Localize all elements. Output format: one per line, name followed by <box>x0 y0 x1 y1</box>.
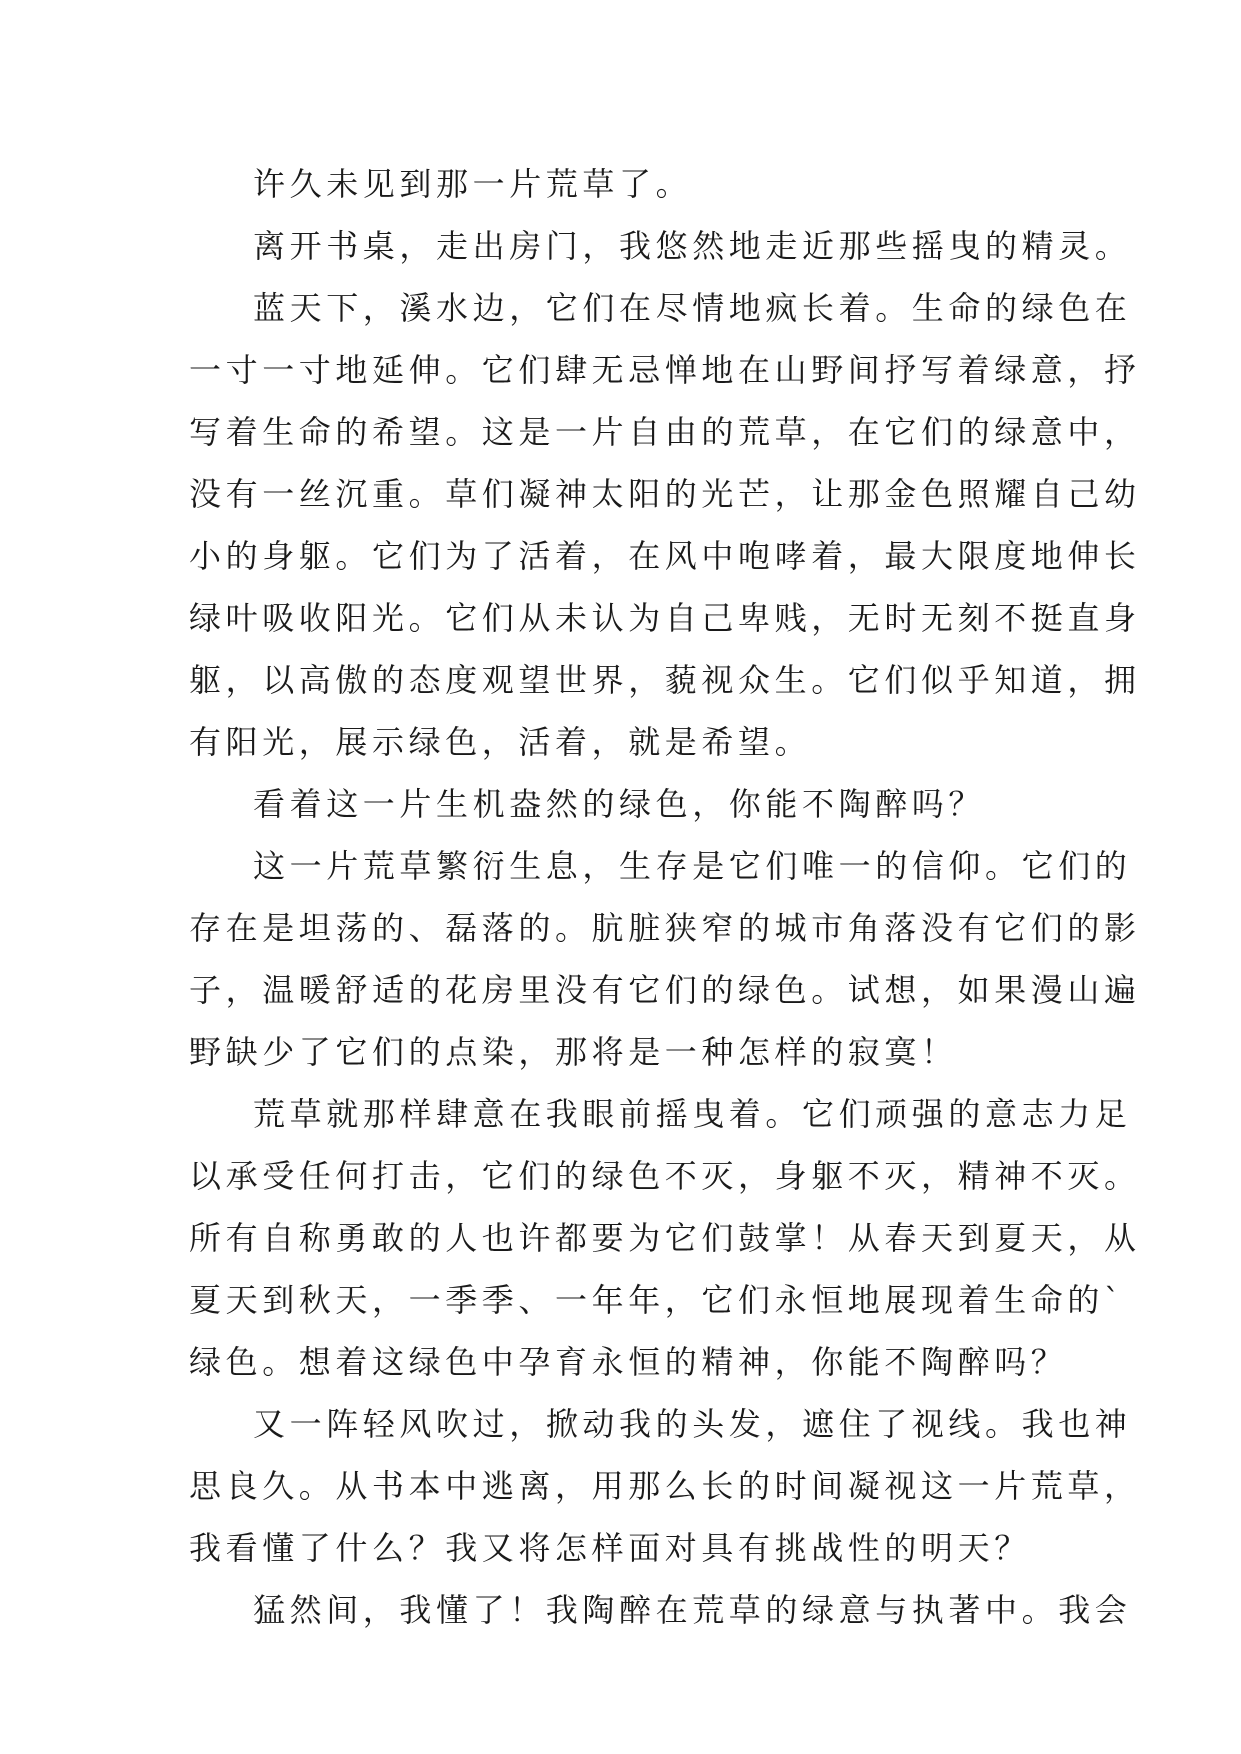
paragraph-line: 许久未见到那一片荒草了。 <box>253 165 693 203</box>
paragraph-line: 绿色。想着这绿色中孕育永恒的精神，你能不陶醉吗？ <box>189 1343 1068 1381</box>
paragraph-line: 我看懂了什么？我又将怎样面对具有挑战性的明天？ <box>189 1529 1031 1567</box>
paragraph-line: 一寸一寸地延伸。它们肆无忌惮地在山野间抒写着绿意，抒 <box>189 351 1141 389</box>
paragraph-line: 离开书桌，走出房门，我悠然地走近那些摇曳的精灵。 <box>253 227 1132 265</box>
paragraph-line: 蓝天下，溪水边，它们在尽情地疯长着。生命的绿色在 <box>253 289 1132 327</box>
paragraph-line: 所有自称勇敢的人也许都要为它们鼓掌！从春天到夏天，从 <box>189 1219 1141 1257</box>
paragraph-line: 存在是坦荡的、磊落的。肮脏狭窄的城市角落没有它们的影 <box>189 909 1141 947</box>
paragraph-line: 猛然间，我懂了！我陶醉在荒草的绿意与执著中。我会 <box>253 1591 1132 1629</box>
paragraph-line: 思良久。从书本中逃离，用那么长的时间凝视这一片荒草， <box>189 1467 1141 1505</box>
paragraph-line: 看着这一片生机盎然的绿色，你能不陶醉吗？ <box>253 785 986 823</box>
paragraph-line: 夏天到秋天，一季季、一年年，它们永恒地展现着生命的` <box>189 1281 1125 1319</box>
paragraph-line: 写着生命的希望。这是一片自由的荒草，在它们的绿意中， <box>189 413 1141 451</box>
paragraph-line: 躯，以高傲的态度观望世界，藐视众生。它们似乎知道，拥 <box>189 661 1141 699</box>
paragraph-line: 以承受任何打击，它们的绿色不灭，身躯不灭，精神不灭。 <box>189 1157 1141 1195</box>
paragraph-line: 有阳光，展示绿色，活着，就是希望。 <box>189 723 812 761</box>
paragraph-line: 这一片荒草繁衍生息，生存是它们唯一的信仰。它们的 <box>253 847 1132 885</box>
paragraph-line: 野缺少了它们的点染，那将是一种怎样的寂寞！ <box>189 1033 958 1071</box>
paragraph-line: 小的身躯。它们为了活着，在风中咆哮着，最大限度地伸长 <box>189 537 1141 575</box>
paragraph-line: 绿叶吸收阳光。它们从未认为自己卑贱，无时无刻不挺直身 <box>189 599 1141 637</box>
paragraph-line: 又一阵轻风吹过，掀动我的头发，遮住了视线。我也神 <box>253 1405 1132 1443</box>
paragraph-line: 没有一丝沉重。草们凝神太阳的光芒，让那金色照耀自己幼 <box>189 475 1141 513</box>
paragraph-line: 子，温暖舒适的花房里没有它们的绿色。试想，如果漫山遍 <box>189 971 1141 1009</box>
paragraph-line: 荒草就那样肆意在我眼前摇曳着。它们顽强的意志力足 <box>253 1095 1132 1133</box>
